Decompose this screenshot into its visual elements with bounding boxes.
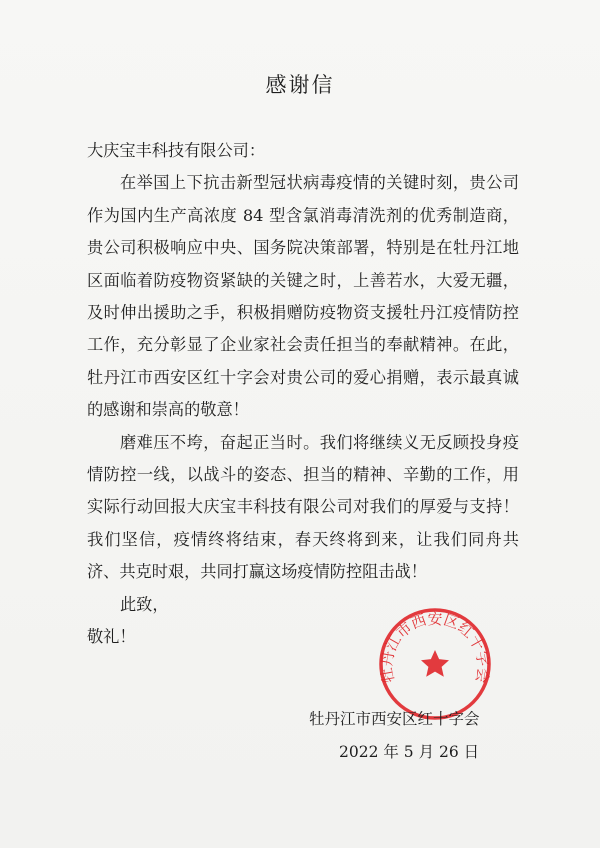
letter-paragraph-2: 磨难压不垮，奋起正当时。我们将继续义无反顾投身疫情防控一线，以战斗的姿态、担当的精神、辛勤的工作，用实际行动回报大庆宝丰科技有限公司对我们的厚爱与支持！我们坚信，疫情终将结束，春天终将到来，让我们同舟共济、共克时艰，共同打赢这场疫情防控阻击战！ [87,432,519,582]
letter-regards: 敬礼！ [87,627,136,647]
signature-block [309,703,480,769]
letter-body [87,135,519,654]
signature-date: 2022 年 5 月 26 日 [339,743,480,761]
star-icon [421,650,449,677]
seal-text: 牡丹江市西安区红十字会 [377,609,493,685]
letter-closing: 此致， [120,594,169,614]
letter-paragraph-1: 在举国上下抗击新型冠状病毒疫情的关键时刻，贵公司作为国内生产高浓度 84 型含氯消毒清洗剂的优秀制造商，贵公司积极响应中央、国务院决策部署，特别是在牡丹江地区面临着防疫物资紧缺的关键之时，上善若水，大爱无疆，及时伸出援助之手，积极捐赠防疫物资支援牡丹江疫情防控工作，充分彰显了企业家社会责任担当的奉献精神。在此，牡丹江市西安区红十字会对贵公司的爱心捐赠，表示最真诚的感谢和崇高的敬意！ [87,173,519,420]
letter-title: 感谢信 [265,73,335,97]
letter-salutation: 大庆宝丰科技有限公司： [87,141,266,160]
signature-organization: 牡丹江市西安区红十字会 [309,710,480,728]
